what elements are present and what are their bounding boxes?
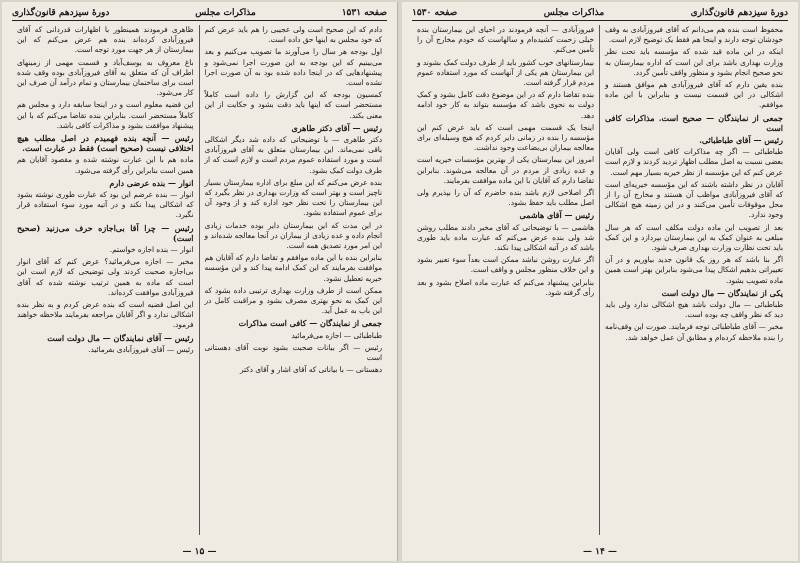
paragraph: ممکن است از طرف وزارت بهداری ترتیبی داده بشود که این کمک به نحو بهتری مصرف بشود و مراقبت کامل در این باب به عمل آید. [204, 285, 382, 316]
paragraph: بنده عرض می‌کنم که این مبلغ برای اداره بیمارستان بسیار ناچیز است و بهتر است که وزارت بهداری در نظر بگیرد که این بیمارستان را تحت نظر خود اداره کند و از وجود آن برای عموم استفاده بشود. [204, 177, 382, 218]
header-title: مذاکرات مجلس [195, 8, 256, 18]
paragraph: ظاهری فرمودند همینطور با اظهارات قدردانی که آقای فیروزآبادی کرده‌اند بنده هم عرض می‌کنم که این بیمارستان از هر جهت مورد توجه است. [17, 25, 194, 55]
paragraph: بنده تقاضا دارم که در این موضوع دقت کامل بشود و کمک دولت به نحوی باشد که مؤسسه بتواند به کار خود ادامه دهد. [417, 90, 594, 120]
paragraph: آقایان در نظر داشته باشند که این مؤسسه خیریه‌ای است که آقای فیروزآبادی مواظب آن هستند و مخارج آن را از محل موقوفات تأمین می‌کنند و در این زمینه هیچ اشکالی وجود ندارد. [605, 179, 783, 220]
column-left [412, 25, 600, 535]
speaker-line: انوار — بنده عرضی دارم [109, 177, 194, 188]
paragraph: ماده هم با این عبارت نوشته شده و مقصود آقایان هم همین است بنابراین رأی گرفته می‌شود. [17, 155, 194, 175]
column-left [12, 25, 200, 535]
page-left [2, 2, 398, 561]
paragraph: این اصل قضیه است که بنده عرض کردم و به نظر بنده اشکالی ندارد و اگر آقایان مراجعه بفرمایند ملاحظه خواهند فرمود. [17, 300, 194, 330]
speaker-line: رئیس — آنچه بنده فهمیدم در اصل مطلب هیچ اختلافی نیست (صحیح است) فقط در عبارت است. [17, 133, 194, 154]
speaker-line: رئیس — آقای هاشمی [519, 210, 594, 221]
paragraph: هاشمی — با توضیحاتی که آقای مخبر دادند مطلب روشن شد ولی بنده عرض می‌کنم که عبارت ماده باید طوری باشد که در آتیه اشکالی پیدا نکند. [417, 222, 594, 253]
paragraph: بعد از تصویب این ماده دولت مکلف است که هر سال مبلغی به عنوان کمک به این بیمارستان بپردازد و این کمک باید تحت نظارت وزارت بهداری صرف شود. [605, 222, 783, 253]
paragraph: دهستانی — با بیاناتی که آقای اشار و آقای دکتر [239, 365, 382, 375]
paragraph: کمسیون بودجه که این گزارش را داده است کاملاً مستحضر است که اینها باید دقت بشود و حکایت از این معنی بکند. [204, 90, 382, 120]
paragraph: باغ معروف به یوسف‌آباد و قسمت مهمی از زمینهای اطراف آن که متعلق به آقای فیروزآبادی بوده وقف شده است برای ساختمان بیمارستان و تمام درآمد آن صرف این کار می‌شود. [17, 57, 194, 98]
paragraph: این قضیه معلوم است و در اینجا سابقه دارد و مجلس هم کاملاً مستحضر است. بنابراین بنده تقاضا می‌کنم که با این پیشنهاد موافقت بشود و مذاکرات کافی باشد. [17, 100, 194, 130]
paragraph: فیروزآبادی — آنچه فرمودند در احیای این بیمارستان بنده خیلی زحمت کشیده‌ام و سالهاست که خودم مخارج آن را تأمین می‌کنم. [417, 25, 594, 55]
speaker-line: رئیس — چرا آقا بی‌اجازه حرف می‌زنید (صحیح است) [17, 222, 194, 243]
paragraph: در این مدت که این بیمارستان دایر بوده خدمات زیادی انجام داده و عده زیادی از بیماران در آنجا معالجه شده‌اند و این امر مورد تصدیق همه است. [204, 220, 382, 251]
header-title: مذاکرات مجلس [543, 8, 605, 18]
paragraph: طباطبائی — مال دولت باشد هیچ اشکالی ندارد ولی باید دید که نظر واقف چه بوده است. [605, 300, 783, 320]
paragraph: انوار — بنده عرضم این بود که عبارت طوری نوشته بشود که اشکالی پیدا نکند و در آتیه مورد سوء استفاده قرار نگیرد. [17, 190, 194, 220]
paragraph: طباطبائی — اگر چه مذاکرات کافی است ولی آقایان بعضی نسبت به اصل مطلب اظهار تردید کردند و لازم است عرض کنم که این مؤسسه از نظر خیریه بسیار مهم است. [605, 147, 783, 177]
paragraph: بنابراین بنده با این ماده موافقم و تقاضا دارم که آقایان هم موافقت بفرمایند که این کمک ادامه پیدا کند و این مؤسسه خیریه تعطیل نشود. [204, 253, 382, 283]
paragraph: دکتر طاهری — با توضیحاتی که داده شد دیگر اشکالی باقی نمی‌ماند. این بیمارستان متعلق به آقای فیروزآبادی است و مورد استفاده عموم مردم است و لازم است که از طرف دولت کمک بشود. [204, 135, 382, 175]
speaker-line: رئیس — آقای طباطبائی. [699, 135, 783, 146]
column-right [600, 25, 788, 535]
paragraph: اینکه در این ماده قید شده که مؤسسه باید تحت نظر وزارت بهداری باشد برای این است که اداره بیمارستان به نحو صحیح انجام بشود و منظور واقف تأمین گردد. [605, 47, 783, 77]
paragraph: اول بودجه هر سال را می‌آورند ما تصویب می‌کنیم و بعد می‌بینیم که این بودجه به این صورت اجرا نمی‌شود و پیشنهادهایی که در اینجا داده شده بود به آن صورت اجرا نشده است. [204, 47, 382, 88]
paragraph: بنده یقین دارم که آقای فیروزآبادی هم موافق هستند و اشکالی در این قسمت نیست و بنابراین با این ماده موافقم. [605, 80, 783, 110]
page-right [402, 2, 798, 561]
paragraph: رئیس — اگر بیانات صحبت بشود نوبت آقای دهستانی است [204, 342, 382, 363]
page-footer: — ۱۵ — [182, 547, 217, 557]
paragraph: اگر بنا باشد که هر روز یک قانون جدید بیاوریم و در آن تغییراتی بدهیم اشکال پیدا می‌شود بنابراین بهتر است همین ماده تصویب بشود. [605, 255, 783, 285]
speaker-line: جمعی از نمایندگان — صحیح است. مذاکرات کافی است [605, 112, 783, 133]
speaker-line: رئیس — آقای نمایندگان — مال دولت است [47, 332, 194, 343]
paragraph: اگر عبارت روشن نباشد ممکن است بعداً سوء تعبیر بشود و این خلاف منظور مجلس و واقف است. [417, 255, 594, 275]
paragraph: اینجا یک قسمت مهمی است که باید عرض کنم این مؤسسه را بنده در زمانی دایر کردم که هیچ وسیله‌ای برای معالجه بیماران بی‌بضاعت وجود نداشت. [417, 122, 594, 153]
paragraph: بیمارستانهای خوب کشور باید از طرف دولت کمک بشوند و این بیمارستان هم یکی از آنهاست که مورد استفاده عموم مردم قرار گرفته است. [417, 57, 594, 88]
speaker-line: یکی از نمایندگان — مال دولت است [661, 287, 783, 298]
page-header [12, 8, 387, 21]
paragraph: امروز این بیمارستان یکی از بهترین مؤسسات خیریه است و عده زیادی از مردم در آن معالجه می‌شوند. بنابراین تقاضا دارم که آقایان با این ماده موافقت بفرمایند. [417, 155, 594, 185]
column-right [200, 25, 388, 535]
paragraph: طباطبائی — اجازه می‌فرمائید [291, 330, 382, 340]
page-footer: — ۱۴ — [583, 547, 617, 557]
session-title: دورهٔ سیزدهم قانون‌گذاری [690, 8, 788, 18]
paragraph: بنابراین پیشنهاد می‌کنم که عبارت ماده اصلاح بشود و بعد رأی گرفته شود. [417, 277, 594, 297]
page-header [412, 8, 788, 21]
speaker-line: رئیس — آقای دکتر طاهری [291, 122, 382, 133]
page-number: صفحه ۱۵۳۱ [341, 8, 387, 18]
text-columns [412, 25, 788, 535]
speaker-line: جمعی از نمایندگان — کافی است مذاکرات [238, 318, 382, 329]
text-columns [12, 25, 387, 535]
paragraph: مخبر — آقای طباطبائی توجه فرمایند. صورت این وقف‌نامه را بنده ملاحظه کرده‌ام و مطابق آن عمل خواهد شد. [605, 322, 783, 342]
page-number: صفحه ۱۵۳۰ [412, 8, 458, 18]
paragraph: اگر اصلاحی لازم باشد بنده حاضرم که آن را بپذیرم ولی اصل مطلب باید حفظ بشود. [417, 188, 594, 208]
paragraph: مخبر — اجازه می‌فرمائید؟ عرض کنم که آقای انوار بی‌اجازه صحبت کردند ولی توضیحی که لازم است این است که ماده به همین ترتیب نوشته شده که آقای فیروزآبادی موافقت کرده‌اند. [17, 257, 194, 297]
paragraph: دادم که این صحیح است ولی عجیبی را هم باید عرض کنم که خود مجلس به اینها حق داده است. [204, 25, 382, 45]
paragraph: انوار — بنده اجازه خواستم. [109, 245, 194, 255]
paragraph: رئیس — آقای فیروزآبادی بفرمائید. [88, 344, 194, 354]
paragraph: محفوظ است بنده هم می‌دانم که آقای فیروزآبادی به وقف خودشان توجه دارند و اینجا هم فقط یک توضیح لازم است. [605, 25, 783, 45]
session-title: دورهٔ سیزدهم قانون‌گذاری [12, 8, 110, 18]
